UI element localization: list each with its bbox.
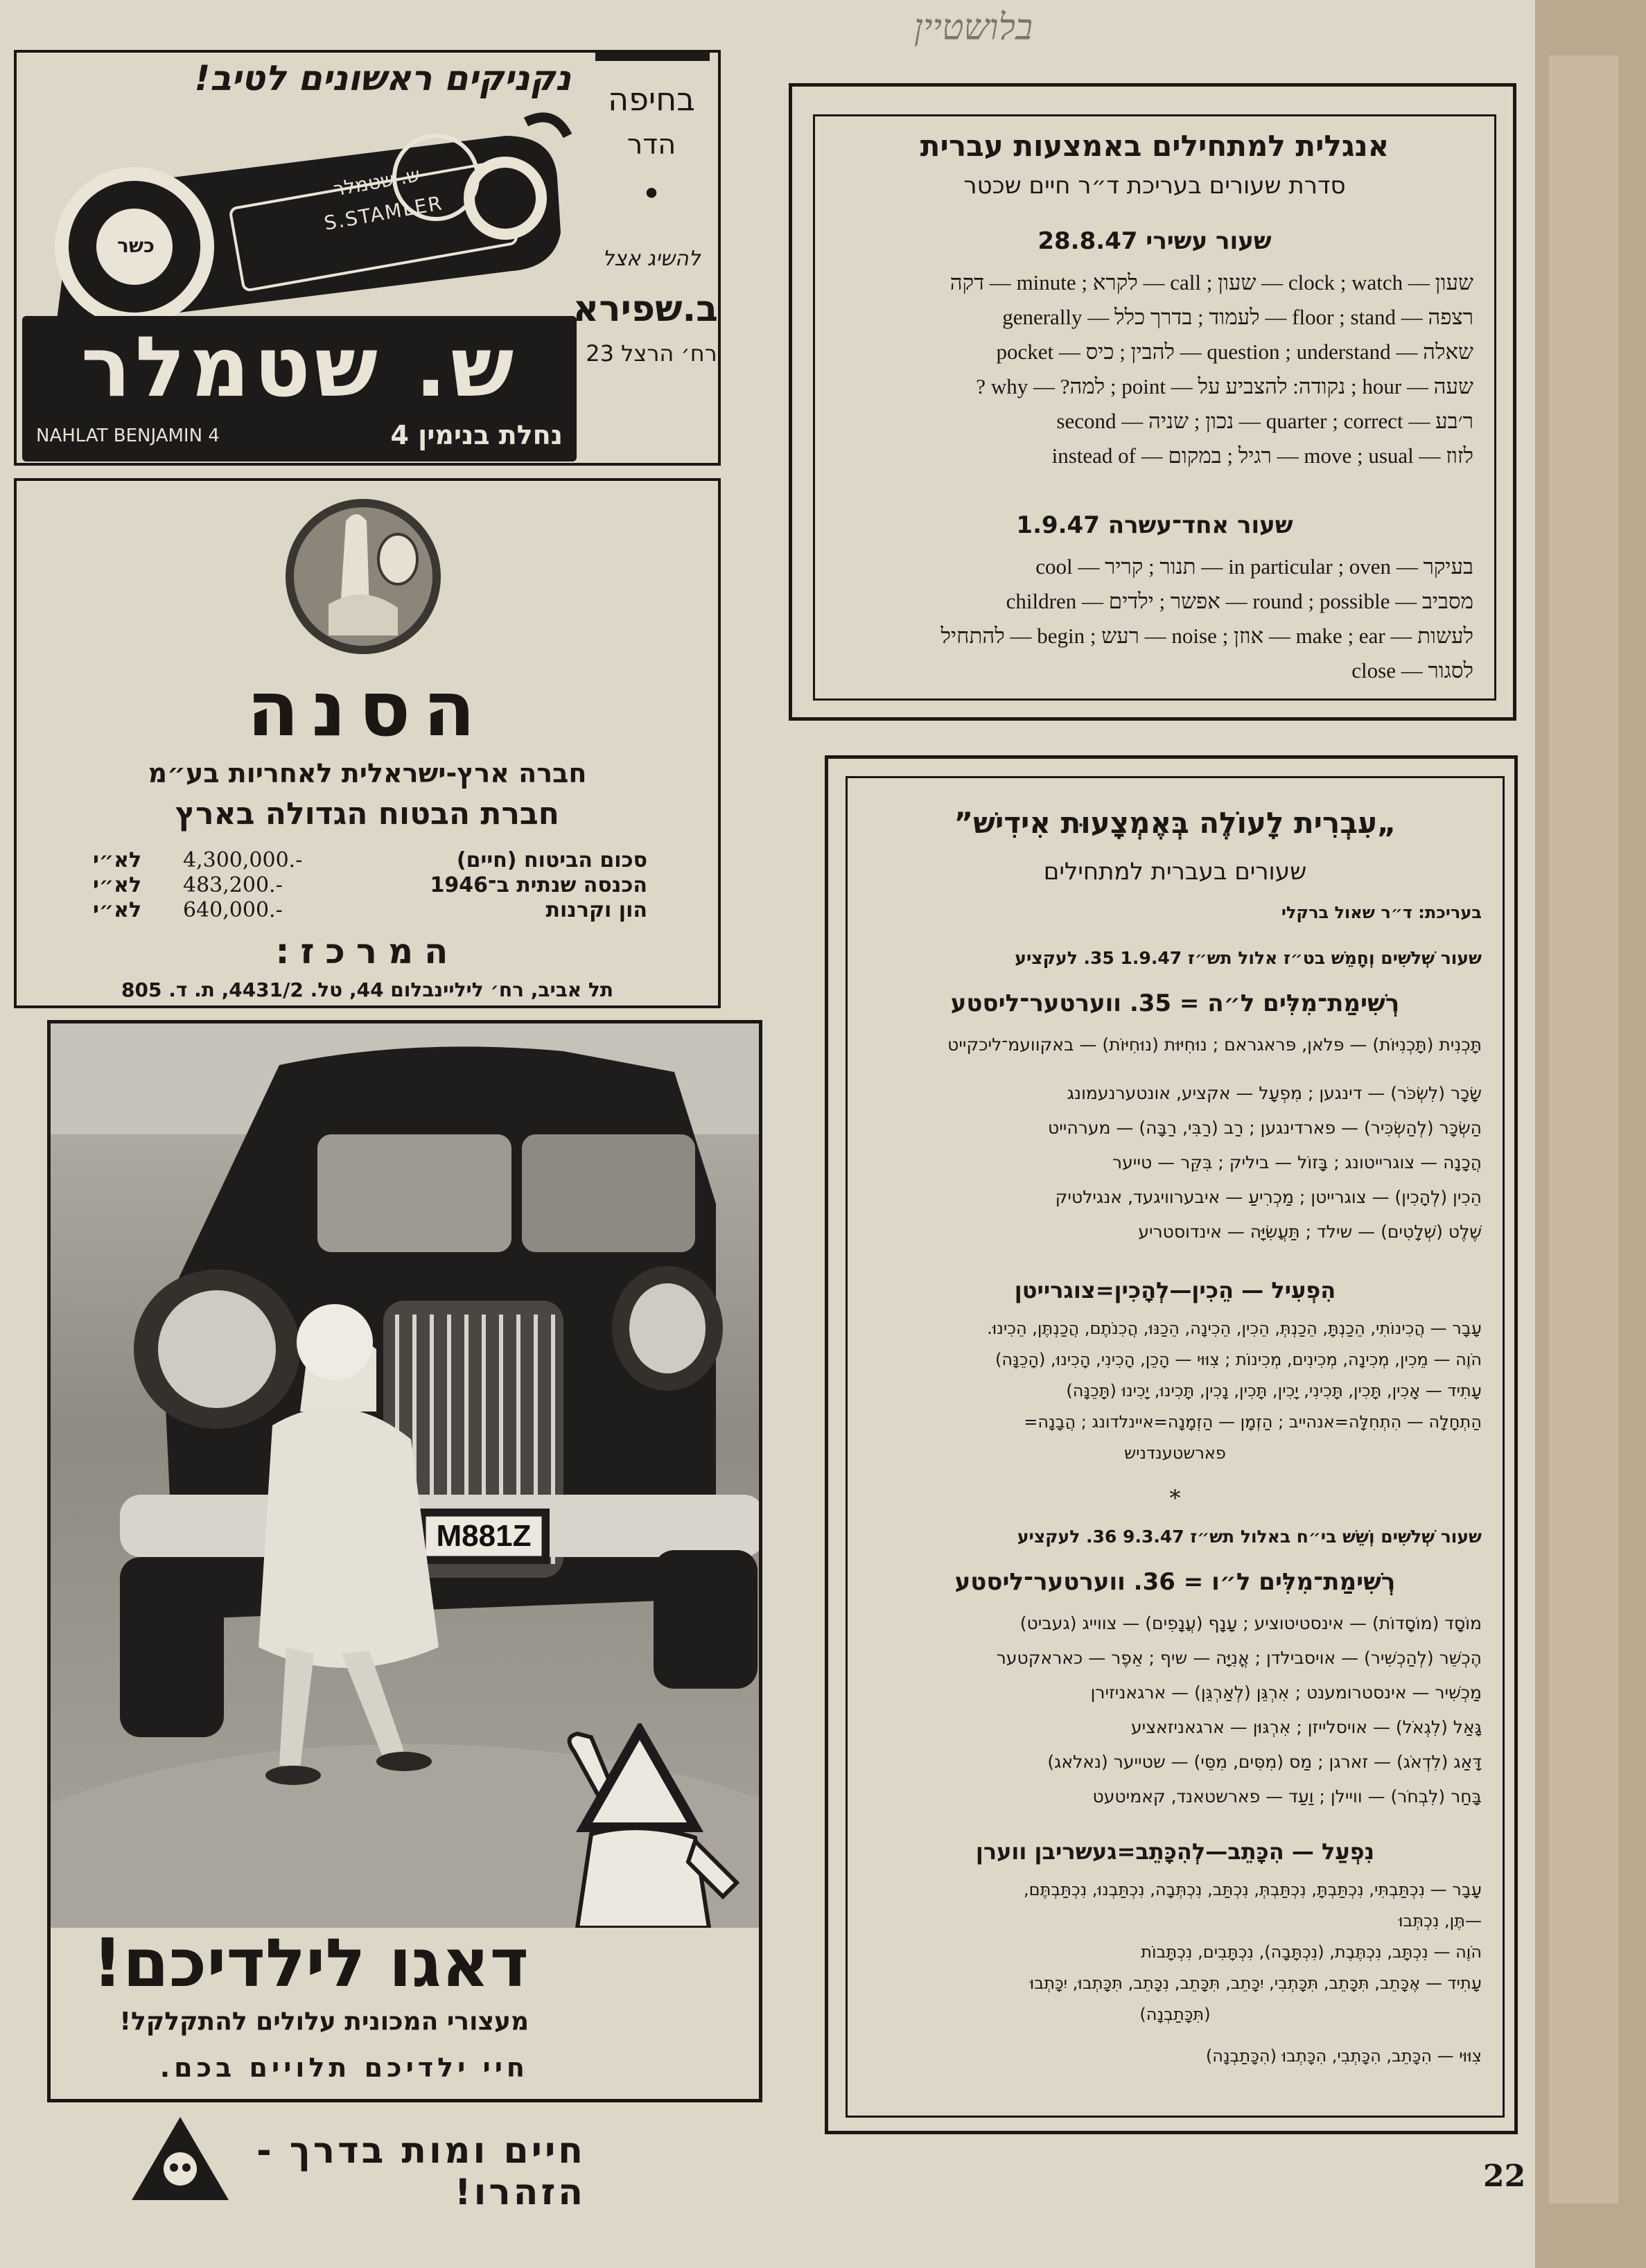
verb35-title: הִפְעִיל — הֵכִין—לְהָכִין=צוגרייטן <box>1014 1277 1336 1303</box>
obtain-label: להשיג אצל <box>602 247 701 271</box>
lesson10-row: שעה — hour ; נקודה: להצביע על — point ; למה? — why ? <box>976 374 1473 398</box>
handwritten-note: בלושטיין <box>913 7 1033 49</box>
verb35-row: עָבָר — הֲכִינוֹתִי, הֵכַנְתָּ, הֵכַנְתְּ, הֵכִין, הֵכִינָה, הֵכַנּוּ, הֲכִנֹתֶם, הֲכַנְתֶּן, הֵכִינוּ. <box>987 1319 1482 1338</box>
stat-label: סכום הביטוח (חיים) <box>456 848 647 872</box>
hasne-stat-row <box>93 898 647 923</box>
safety-line2: חיי ילדיכם תלויים בכם. <box>159 2052 529 2083</box>
english-lesson-inner <box>813 114 1496 701</box>
list35-row: הֵכִין (לְהָכִין) — צוגרייטן ; מַכְרִיעַ — איבערוויגעד, אנגילטיק <box>1055 1187 1482 1207</box>
stamler-address-en: NAHLAT BENJAMIN 4 <box>36 425 220 446</box>
list35-row: שֶׁלֶט (שְׁלָטִים) — שילד ; תַּעֲשִׂיָּה — אינדוסטריע <box>1138 1222 1482 1242</box>
hasne-line1: חברה ארץ-ישראלית לאחריות בע״מ <box>148 758 587 789</box>
stat-unit: לא״י <box>93 848 142 872</box>
car-photo <box>51 1023 759 1928</box>
lesson11-title: שעור אחד־עשרה 1.9.47 <box>1016 511 1293 539</box>
hasne-ad <box>14 478 721 1008</box>
lesson35-header: שעור שְׁלֹשִׁים וְחָמֵשׁ בט״ז אלול תש״ז 1.9.47 35. לעקציע <box>1015 948 1482 968</box>
verb36-row: —תֶּן, נִכְתְּבוּ <box>1398 1911 1482 1931</box>
hasne-address: תל אביב, רח׳ ליליינבלום 44, טל. 4431/2, ת. ד. 805 <box>121 978 613 1001</box>
list36-row: מוֹסָד (מוֹסָדוֹת) — אינסטיטוציע ; עָנָף (עֲנָפִים) — צווייג (געביט) <box>1019 1613 1482 1633</box>
skull-warning-icon <box>128 2113 232 2204</box>
license-plate: M881Z <box>436 1519 532 1553</box>
stamler-address: נחלת בנימין 4 <box>390 420 563 450</box>
haifa-dot: • <box>641 174 662 214</box>
stamler-label-heb: ש. שטמלר <box>331 163 422 201</box>
stamler-slogan: נקניקים ראשונים לטיב! <box>194 58 571 98</box>
haifa-rule-top <box>595 53 710 61</box>
verb36-row: צִוּוּי — הִכָּתֵב, הִכָּתְבִי, הִכָּתְבוּ (הִכָּתַבְנָה) <box>1205 2046 1482 2066</box>
list35-row: הַשְׂכָּר (לְהַשְׂכִּיר) — פארדינגען ; רַב (רַבִּי, רַבָּה) — מערהייט <box>1048 1118 1482 1138</box>
dealer-address: רח׳ הרצל 23 <box>586 340 717 367</box>
verb36-row: (תִּכָּתַבְנָה) <box>1139 2005 1211 2024</box>
yiddish-lesson-box <box>825 755 1518 2134</box>
yiddish-title: „עִבְרִית לָעוֹלֶה בְּאֶמְצָעוּת אִידִישׁ” <box>954 806 1397 840</box>
hasne-stats <box>93 848 647 924</box>
lesson10-row: שאלה — question ; understand — להבין ; כיס — pocket <box>996 340 1473 364</box>
stamler-brand-panel <box>22 316 577 461</box>
list36-row: דָּאַג (לִדְאֹג) — זארגן ; מַס (מִסִּים, מִסֵּי) — שטייער (נאלאג) <box>1047 1752 1482 1772</box>
stamler-label-en: S.STAMLER <box>322 191 445 235</box>
list36-row: גָּאַל (לִגְאֹל) — אויסלייזן ; אִרְגּוּן — ארגאניזאציע <box>1130 1717 1482 1737</box>
page-number: 22 <box>1483 2159 1526 2194</box>
english-lesson-box <box>789 83 1516 721</box>
lesson36-header: שעור שְׁלֹשִׁים וְשֵׁשׁ בי״ח באלול תש״ז 9.3.47 36. לעקציע <box>1017 1527 1482 1547</box>
lesson11-row: מסביב — round ; possible — אפשר ; ילדים — children <box>1006 589 1473 613</box>
safety-line1: מעצורי המכונית עלולים להתקלקל! <box>119 2007 529 2036</box>
verb35-row: הַתְחָלָה — הִתְחִלָּה=אנהייב ; הַזְמָן — הַזְמָנָה=איינלדונג ; הֲבָנָה= <box>1024 1412 1482 1432</box>
stamler-ad <box>14 50 721 466</box>
stat-label: הכנסה שנתית ב־1946 <box>430 873 647 897</box>
stamler-brand: ש. שטמלר <box>80 319 518 416</box>
list35-row: תָּכְנִית (תָּכְנִיּוֹת) — פּלאן, פּראגראם ; נוּחִיּוּת (נוּחִיּוֹת) — באקוועמ־ליכקייט <box>947 1035 1482 1055</box>
list35-title: רְשִׁימַת־מִלִּים ל״ה = 35. ווערטער־ליסטע <box>950 990 1400 1017</box>
stamler-seal: כשר <box>117 234 155 257</box>
verb36-row: עָתִיד — אֶכָּתֵב, תִּכָּתֵב, תִּכָּתְבִי, יִכָּתֵב, תִּכָּתֵב, נִכָּתֵב, תִּכָּתְבוּ, יִכָּתְבוּ <box>1029 1973 1482 1993</box>
lesson10-row: לזוז — move ; usual — רגיל ; במקום — instead of <box>1051 443 1473 468</box>
list36-row: מַכְשִׁיר — אינסטרומענט ; אִרְגֵּן (לְאַרְגֵּן) — ארגאניזירן <box>1090 1682 1482 1703</box>
hasne-line2: חברת הבטוח הגדולה בארץ <box>175 796 559 832</box>
warning-mascot-icon <box>536 1723 744 1928</box>
lesson11-row: לעשות — make ; ear — אוזן ; noise — רעש ; begin — להתחיל <box>940 624 1473 648</box>
lesson10-row: רצפה — floor ; stand — לעמוד ; בדרך כלל — generally <box>1002 305 1473 329</box>
hasne-logo-icon <box>280 493 446 660</box>
stat-value: 483,200.- <box>183 873 283 897</box>
safety-footer <box>135 2120 745 2213</box>
hasne-stat-row <box>93 873 647 898</box>
stat-value: 4,300,000.- <box>183 848 303 872</box>
lesson10-row: שעון — clock ; watch — שעון ; call — לקרא ; minute — דקה <box>949 270 1473 295</box>
list35-row: שָׂכָר (לִשְׂכֹּר) — דינגען ; מִפְעָל — אקציע, אונטערנעמונג <box>1067 1083 1482 1103</box>
yiddish-editor: בעריכת: ד״ר שאול ברקלי <box>1281 903 1482 922</box>
section-separator: * <box>1169 1485 1181 1511</box>
list36-row: בָּחַר (לִבְחֹר) — וויילן ; וַעַד — פארשטאנד, קאמיטעט <box>1092 1786 1482 1807</box>
list36-row: הֶכְשֵׁר (לְהַכְשִׁיר) — אויסבילדן ; אֳנִיָּה — שיף ; אֵפֶר — כאראקטער <box>996 1648 1482 1668</box>
stat-unit: לא״י <box>93 898 142 922</box>
safety-footer-text: חיים ומות בדרך - הזהרו! <box>256 2130 586 2213</box>
hasne-name: הסנה <box>247 665 488 753</box>
yiddish-subtitle: שעורים בעברית למתחילים <box>1043 858 1307 886</box>
yiddish-lesson-inner <box>846 776 1505 2118</box>
haifa-column <box>572 53 718 463</box>
verb36-title: נִפְעַל — הִכָּתֵב—לְהִכָּתֵב=געשריבן ווערן <box>975 1838 1375 1865</box>
verb35-row: הֹוֶה — מֵכִין, מְכִינָה, מְכִינִים, מְכִינוֹת ; צִוּוּי — הָכֵן, הָכִינִי, הָכִינוּ, (הָכֵנָּה) <box>995 1350 1482 1369</box>
stat-unit: לא״י <box>93 873 142 897</box>
lesson11-row: לסגור — close <box>1351 658 1473 683</box>
safety-ad <box>47 1020 762 2102</box>
english-title: אנגלית למתחילים באמצעות עברית <box>920 129 1390 163</box>
safety-headline: דאגו לילדיכם! <box>92 1924 529 2002</box>
haifa-sub: הדר <box>627 129 676 161</box>
lesson11-row: בעיקר — in particular ; oven — תנור ; קריר — cool <box>1035 554 1473 579</box>
hasne-stat-row <box>93 848 647 873</box>
haifa-title: בחיפה <box>608 80 695 118</box>
english-subtitle: סדרת שעורים בעריכת ד״ר חיים שכטר <box>963 172 1346 200</box>
verb36-row: עָבָר — נִכְתַּבְתִּי, נִכְתַּבְתָּ, נִכְתַּבְתְּ, נִכְתַּב, נִכְתְּבָה, נִכְתַּבְנוּ, נִכְתַּבְתֶּם, <box>1024 1880 1482 1899</box>
verb35-row: עָתִיד — אָכִין, תָּכִין, תָּכִינִי, יָכִין, תָּכִין, נָכִין, תָּכִינוּ, יָכִינוּ (תָּכֵנָּה) <box>1066 1381 1482 1400</box>
lesson10-title: שעור עשירי 28.8.47 <box>1037 227 1272 255</box>
stat-value: 640,000.- <box>183 898 283 922</box>
hasne-center-title: המרכז: <box>275 931 459 972</box>
verb36-row: הֹוֶה — נִכְתָּב, נִכְתֶּבֶת, (נִכְתָּבָה), נִכְתָּבִים, נִכְתָּבוֹת <box>1141 1942 1482 1962</box>
stat-label: הון וקרנות <box>545 898 647 922</box>
lesson10-row: ר׳בע — quarter ; correct — נכון ; שניה — second <box>1056 409 1473 433</box>
dealer-name: ב.שפירא <box>572 288 718 330</box>
list36-title: רְשִׁימַת־מִלִּים ל״ו = 36. ווערטער־ליסטע <box>954 1568 1396 1596</box>
book-spine <box>1535 0 1646 2268</box>
verb35-row: פארשטענדניש <box>1124 1443 1226 1463</box>
list35-row: הֲכָנָה — צוגרייטונג ; בָּזוֹל — ביליק ; בִּקֵּר — טייער <box>1112 1152 1482 1172</box>
